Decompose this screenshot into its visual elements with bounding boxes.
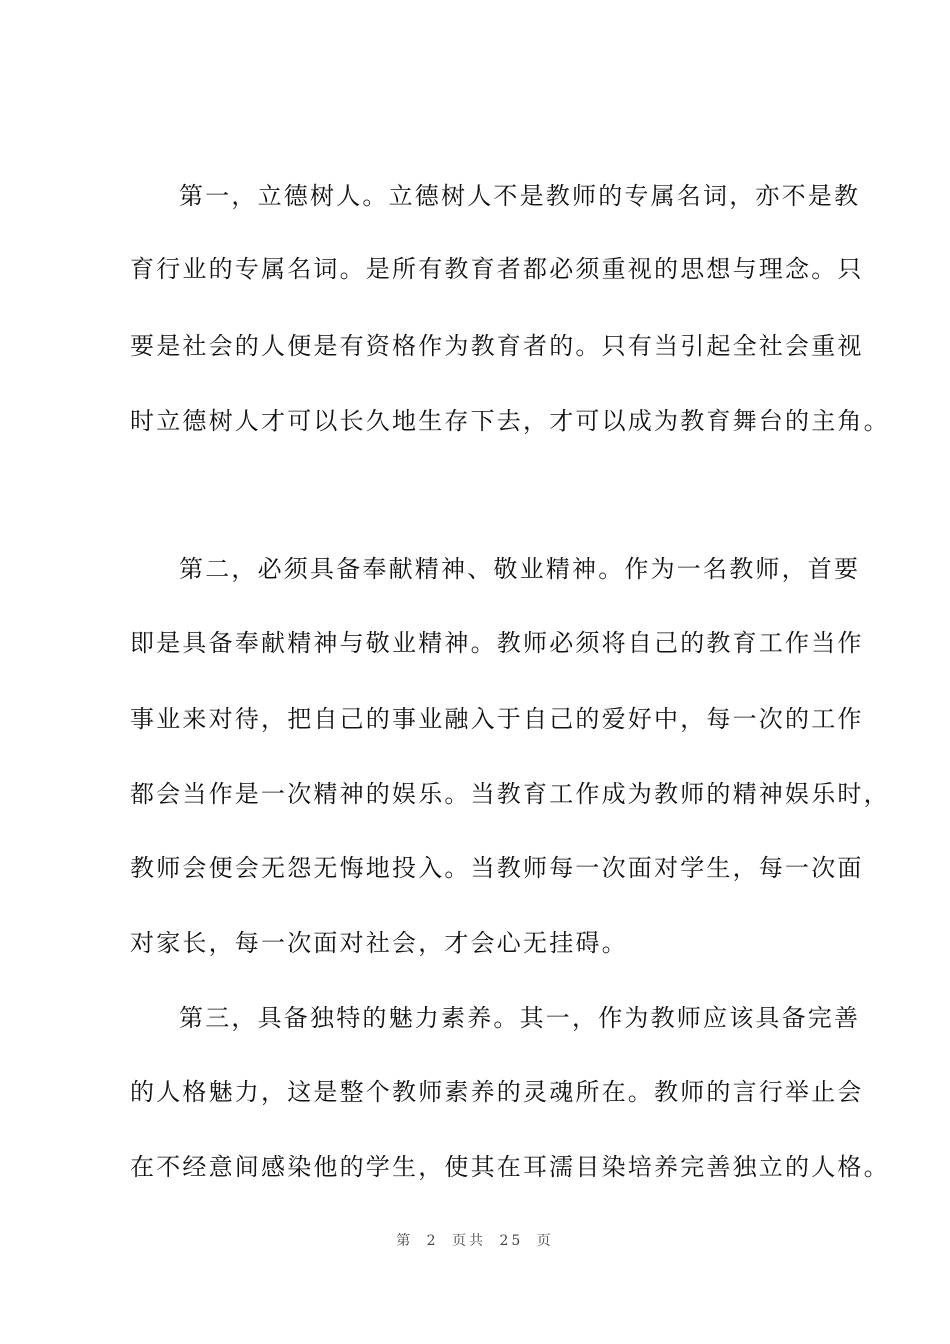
paragraph-line: 的人格魅力，这是整个教师素养的灵魂所在。教师的言行举止会 (130, 1078, 864, 1106)
paragraph-line: 时立德树人才可以长久地生存下去，才可以成为教育舞台的主角。 (130, 407, 890, 435)
paragraph-line: 第一，立德树人。立德树人不是教师的专属名词，亦不是教 (179, 182, 861, 210)
paragraph-line: 在不经意间感染他的学生，使其在耳濡目染培养完善独立的人格。 (130, 1153, 890, 1181)
paragraph-line: 第二，必须具备奉献精神、敬业精神。作为一名教师，首要 (179, 555, 861, 583)
paragraph-line: 要是社会的人便是有资格作为教育者的。只有当引起全社会重视 (130, 332, 864, 360)
paragraph-line: 对家长，每一次面对社会，才会心无挂碍。 (130, 929, 628, 957)
paragraph-line: 都会当作是一次精神的娱乐。当教育工作成为教师的精神娱乐时， (130, 780, 890, 808)
page-number-footer: 第 2 页共 25 页 (396, 1233, 554, 1249)
paragraph-line: 即是具备奉献精神与敬业精神。教师必须将自己的教育工作当作 (130, 629, 864, 657)
paragraph-line: 第三，具备独特的魅力素养。其一，作为教师应该具备完善 (179, 1004, 861, 1032)
paragraph-line: 事业来对待，把自己的事业融入于自己的爱好中，每一次的工作 (130, 705, 864, 733)
paragraph-line: 教师会便会无怨无悔地投入。当教师每一次面对学生，每一次面 (130, 854, 864, 882)
paragraph-line: 育行业的专属名词。是所有教育者都必须重视的思想与理念。只 (130, 255, 864, 283)
